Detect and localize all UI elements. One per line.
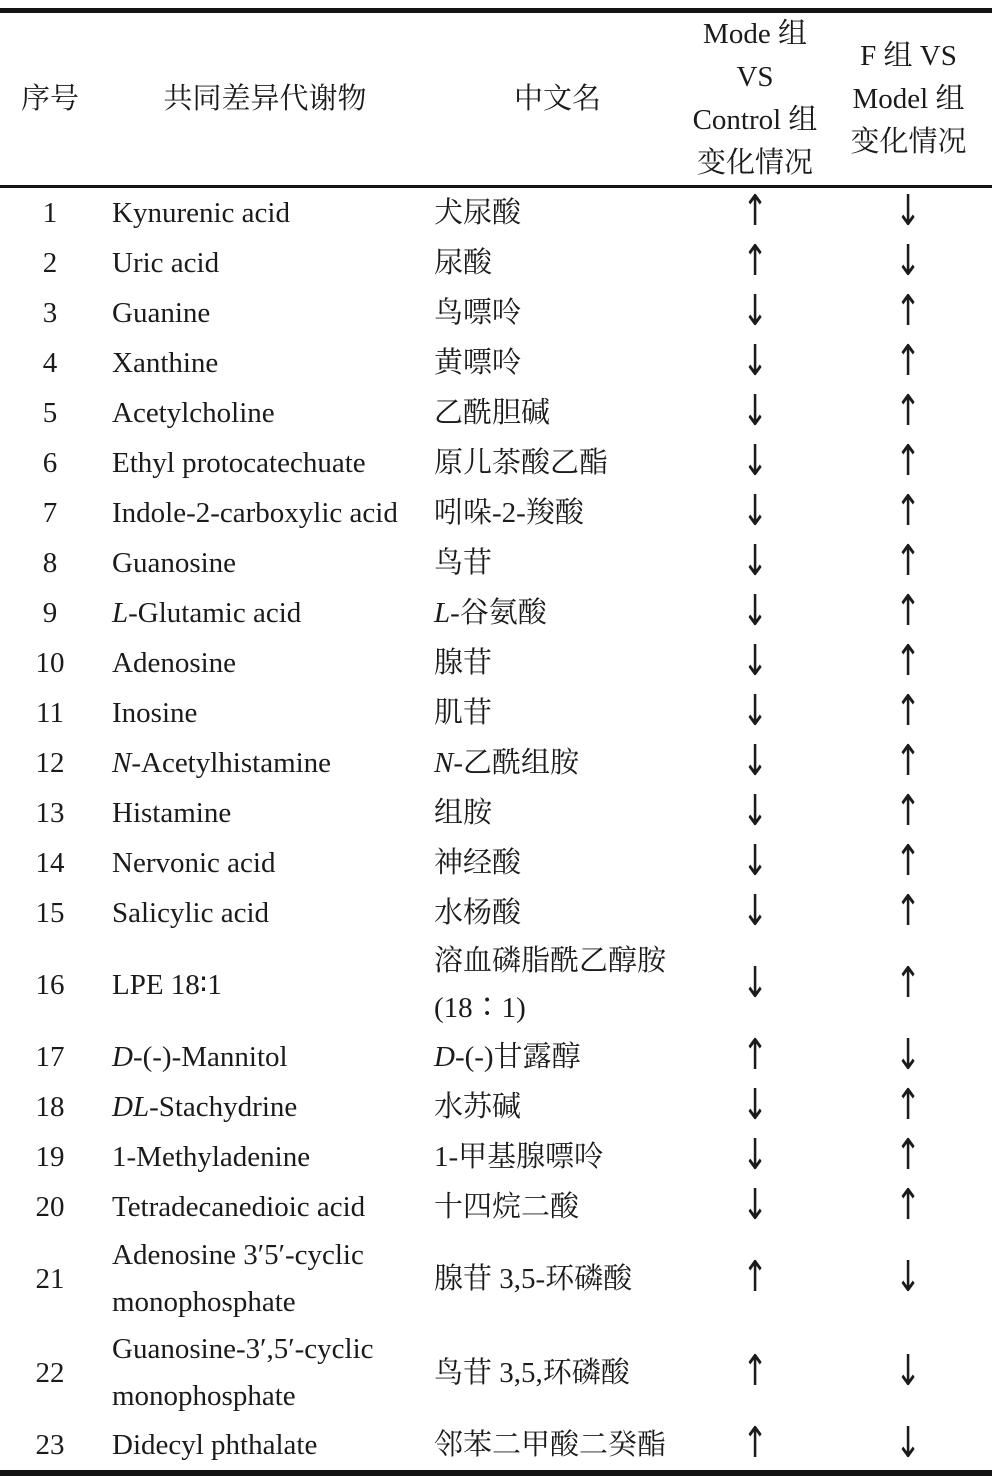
cell-model-vs-control-change xyxy=(685,1420,825,1473)
cell-f-vs-model-change xyxy=(825,288,992,338)
cell-chinese-name: 溶血磷脂酰乙醇胺(18∶1) xyxy=(434,945,667,1024)
header-f-vs-model-line1: F 组 VS xyxy=(860,39,957,72)
up-arrow-icon: ↑ xyxy=(895,687,922,736)
up-arrow-icon: ↑ xyxy=(895,337,922,386)
cell-index: 11 xyxy=(36,696,64,729)
table-row xyxy=(0,488,992,538)
header-f-vs-model-line3: 变化情况 xyxy=(850,125,967,158)
cell-f-vs-model-change xyxy=(825,1326,992,1420)
up-arrow-icon: ↑ xyxy=(895,1081,922,1130)
table-header xyxy=(0,11,992,187)
table-row xyxy=(0,588,992,638)
cell-f-vs-model-change xyxy=(825,738,992,788)
cell-chinese-name: 肌苷 xyxy=(434,696,493,729)
cell-metabolite: LPE 18∶1 xyxy=(112,968,222,1001)
cell-model-vs-control-change xyxy=(685,938,825,1032)
up-arrow-icon: ↑ xyxy=(742,1419,768,1468)
up-arrow-icon: ↑ xyxy=(895,437,922,486)
cell-index: 5 xyxy=(42,396,58,429)
cell-model-vs-control-change xyxy=(685,638,825,688)
cell-chinese-name: 犬尿酸 xyxy=(434,196,522,229)
cell-model-vs-control-change xyxy=(685,488,825,538)
cell-index: 2 xyxy=(42,246,58,279)
cell-index: 23 xyxy=(35,1428,65,1461)
cell-f-vs-model-change xyxy=(825,1420,992,1473)
down-arrow-icon: ↓ xyxy=(742,587,768,636)
cell-chinese-name: 腺苷 xyxy=(434,646,493,679)
cell-index: 8 xyxy=(42,546,58,579)
cell-index: 13 xyxy=(35,796,65,829)
down-arrow-icon: ↓ xyxy=(895,237,922,286)
cell-metabolite: Xanthine xyxy=(112,346,219,379)
cell-f-vs-model-change xyxy=(825,438,992,488)
cell-chinese-name: 腺苷 3,5-环磷酸 xyxy=(434,1262,633,1295)
cell-f-vs-model-change xyxy=(825,1082,992,1132)
down-arrow-icon: ↓ xyxy=(895,1031,922,1080)
cell-f-vs-model-change xyxy=(825,638,992,688)
cell-f-vs-model-change xyxy=(825,588,992,638)
table-row xyxy=(0,1182,992,1232)
down-arrow-icon: ↓ xyxy=(742,687,768,736)
cell-index: 9 xyxy=(42,596,58,629)
cell-chinese-name: 神经酸 xyxy=(434,846,522,879)
up-arrow-icon: ↑ xyxy=(895,487,922,536)
cell-chinese-name: 尿酸 xyxy=(434,246,493,279)
header-row xyxy=(0,11,992,187)
up-arrow-icon: ↑ xyxy=(895,737,922,786)
cell-metabolite: Histamine xyxy=(112,796,232,829)
cell-chinese-name: 1-甲基腺嘌呤 xyxy=(434,1140,604,1173)
cell-metabolite: Indole-2-carboxylic acid xyxy=(112,496,398,529)
cell-metabolite: Ethyl protocatechuate xyxy=(112,446,366,479)
table-row xyxy=(0,888,992,938)
cell-model-vs-control-change xyxy=(685,1232,825,1326)
table-row xyxy=(0,788,992,838)
header-chinese-name: 中文名 xyxy=(430,11,685,187)
cell-f-vs-model-change xyxy=(825,1232,992,1326)
cell-f-vs-model-change xyxy=(825,888,992,938)
up-arrow-icon: ↑ xyxy=(742,1031,768,1080)
cell-metabolite: Guanosine xyxy=(112,546,237,579)
cell-f-vs-model-change xyxy=(825,538,992,588)
cell-chinese-name: 水苏碱 xyxy=(434,1090,522,1123)
cell-f-vs-model-change xyxy=(825,388,992,438)
down-arrow-icon: ↓ xyxy=(895,1347,922,1396)
cell-index: 14 xyxy=(35,846,65,879)
cell-index: 12 xyxy=(35,746,65,779)
table-row xyxy=(0,388,992,438)
cell-model-vs-control-change xyxy=(685,1082,825,1132)
cell-metabolite: L-Glutamic acid xyxy=(112,596,302,629)
metabolite-table xyxy=(0,8,992,1476)
table-row xyxy=(0,1082,992,1132)
header-model-vs-control-line2: Control 组 xyxy=(692,104,818,136)
cell-index: 15 xyxy=(35,896,65,929)
up-arrow-icon: ↑ xyxy=(895,587,922,636)
cell-metabolite: Guanosine-3′,5′-cyclic monophosphate xyxy=(112,1333,374,1412)
up-arrow-icon: ↑ xyxy=(895,787,922,836)
down-arrow-icon: ↓ xyxy=(742,637,768,686)
down-arrow-icon: ↓ xyxy=(742,1181,768,1230)
table-row xyxy=(0,538,992,588)
up-arrow-icon: ↑ xyxy=(895,387,922,436)
header-model-vs-control xyxy=(685,11,825,187)
cell-model-vs-control-change xyxy=(685,588,825,638)
up-arrow-icon: ↑ xyxy=(895,1181,922,1230)
cell-metabolite: N-Acetylhistamine xyxy=(112,746,332,779)
cell-index: 22 xyxy=(35,1356,65,1389)
cell-model-vs-control-change xyxy=(685,238,825,288)
cell-chinese-name: 鸟嘌呤 xyxy=(434,296,522,329)
cell-model-vs-control-change xyxy=(685,538,825,588)
table-row xyxy=(0,1326,992,1420)
cell-metabolite: Acetylcholine xyxy=(112,396,275,429)
cell-index: 20 xyxy=(35,1190,65,1223)
cell-f-vs-model-change xyxy=(825,338,992,388)
cell-chinese-name: 鸟苷 3,5,环磷酸 xyxy=(434,1356,630,1389)
cell-model-vs-control-change xyxy=(685,288,825,338)
header-model-vs-control-line3: 变化情况 xyxy=(696,147,813,179)
cell-f-vs-model-change xyxy=(825,1032,992,1082)
table-row xyxy=(0,938,992,1032)
down-arrow-icon: ↓ xyxy=(742,787,768,836)
cell-model-vs-control-change xyxy=(685,187,825,239)
cell-f-vs-model-change xyxy=(825,1132,992,1182)
up-arrow-icon: ↑ xyxy=(895,837,922,886)
cell-chinese-name: 水杨酸 xyxy=(434,896,522,929)
cell-model-vs-control-change xyxy=(685,888,825,938)
cell-metabolite: DL-Stachydrine xyxy=(112,1090,298,1123)
up-arrow-icon: ↑ xyxy=(742,1347,768,1396)
cell-chinese-name: 乙酰胆碱 xyxy=(434,396,551,429)
cell-metabolite: Tetradecanedioic acid xyxy=(112,1190,366,1223)
cell-model-vs-control-change xyxy=(685,1326,825,1420)
cell-model-vs-control-change xyxy=(685,838,825,888)
cell-model-vs-control-change xyxy=(685,1032,825,1082)
cell-chinese-name: 黄嘌呤 xyxy=(434,346,522,379)
table-row xyxy=(0,738,992,788)
up-arrow-icon: ↑ xyxy=(742,1253,768,1302)
down-arrow-icon: ↓ xyxy=(742,837,768,886)
table-body xyxy=(0,187,992,1474)
down-arrow-icon: ↓ xyxy=(895,1253,922,1302)
cell-metabolite: Uric acid xyxy=(112,246,220,279)
table-row xyxy=(0,688,992,738)
down-arrow-icon: ↓ xyxy=(742,1081,768,1130)
cell-index: 7 xyxy=(42,496,58,529)
cell-f-vs-model-change xyxy=(825,938,992,1032)
header-index: 序号 xyxy=(0,11,100,187)
cell-model-vs-control-change xyxy=(685,438,825,488)
cell-model-vs-control-change xyxy=(685,388,825,438)
table-row xyxy=(0,638,992,688)
up-arrow-icon: ↑ xyxy=(895,537,922,586)
table-row xyxy=(0,1132,992,1182)
cell-f-vs-model-change xyxy=(825,187,992,239)
down-arrow-icon: ↓ xyxy=(742,887,768,936)
cell-metabolite: Didecyl phthalate xyxy=(112,1428,318,1461)
up-arrow-icon: ↑ xyxy=(895,1131,922,1180)
cell-index: 4 xyxy=(42,346,58,379)
cell-index: 17 xyxy=(35,1040,65,1073)
cell-chinese-name: 吲哚-2-羧酸 xyxy=(434,496,584,529)
cell-f-vs-model-change xyxy=(825,688,992,738)
down-arrow-icon: ↓ xyxy=(742,959,768,1008)
cell-model-vs-control-change xyxy=(685,688,825,738)
down-arrow-icon: ↓ xyxy=(742,387,768,436)
table-row xyxy=(0,1420,992,1473)
up-arrow-icon: ↑ xyxy=(895,959,922,1008)
cell-metabolite: D-(-)-Mannitol xyxy=(112,1040,288,1073)
up-arrow-icon: ↑ xyxy=(895,887,922,936)
cell-metabolite: Adenosine 3′5′-cyclic monophosphate xyxy=(112,1239,364,1318)
up-arrow-icon: ↑ xyxy=(895,287,922,336)
cell-index: 19 xyxy=(35,1140,65,1173)
cell-model-vs-control-change xyxy=(685,788,825,838)
table-row xyxy=(0,288,992,338)
cell-model-vs-control-change xyxy=(685,338,825,388)
table-row xyxy=(0,438,992,488)
cell-metabolite: 1-Methyladenine xyxy=(112,1140,311,1173)
up-arrow-icon: ↑ xyxy=(742,237,768,286)
cell-metabolite: Adenosine xyxy=(112,646,237,679)
cell-chinese-name: 组胺 xyxy=(434,796,493,829)
cell-metabolite: Guanine xyxy=(112,296,211,329)
cell-index: 6 xyxy=(42,446,58,479)
cell-index: 16 xyxy=(35,968,65,1001)
down-arrow-icon: ↓ xyxy=(742,737,768,786)
cell-f-vs-model-change xyxy=(825,238,992,288)
cell-metabolite: Inosine xyxy=(112,696,198,729)
cell-index: 3 xyxy=(42,296,58,329)
down-arrow-icon: ↓ xyxy=(742,337,768,386)
up-arrow-icon: ↑ xyxy=(742,187,768,236)
cell-model-vs-control-change xyxy=(685,1132,825,1182)
up-arrow-icon: ↑ xyxy=(895,637,922,686)
down-arrow-icon: ↓ xyxy=(895,1419,922,1468)
down-arrow-icon: ↓ xyxy=(742,1131,768,1180)
cell-f-vs-model-change xyxy=(825,488,992,538)
cell-index: 21 xyxy=(35,1262,65,1295)
down-arrow-icon: ↓ xyxy=(742,537,768,586)
header-f-vs-model xyxy=(825,11,992,187)
cell-metabolite: Nervonic acid xyxy=(112,846,276,879)
table-row xyxy=(0,187,992,239)
cell-chinese-name: D-(-)甘露醇 xyxy=(434,1040,581,1073)
table-row xyxy=(0,238,992,288)
header-f-vs-model-line2: Model 组 xyxy=(852,82,965,115)
cell-f-vs-model-change xyxy=(825,788,992,838)
cell-f-vs-model-change xyxy=(825,1182,992,1232)
cell-chinese-name: 十四烷二酸 xyxy=(434,1190,580,1223)
cell-f-vs-model-change xyxy=(825,838,992,888)
cell-metabolite: Salicylic acid xyxy=(112,896,270,929)
header-metabolite: 共同差异代谢物 xyxy=(100,11,430,187)
cell-chinese-name: 鸟苷 xyxy=(434,546,493,579)
cell-metabolite: Kynurenic acid xyxy=(112,196,290,229)
down-arrow-icon: ↓ xyxy=(742,487,768,536)
header-model-vs-control-line1: Mode 组 VS xyxy=(703,18,807,93)
cell-index: 10 xyxy=(35,646,65,679)
table-row xyxy=(0,1232,992,1326)
cell-index: 1 xyxy=(42,196,58,229)
cell-chinese-name: 邻苯二甲酸二癸酯 xyxy=(434,1428,667,1461)
cell-chinese-name: N-乙酰组胺 xyxy=(434,746,580,779)
cell-model-vs-control-change xyxy=(685,738,825,788)
cell-chinese-name: 原儿茶酸乙酯 xyxy=(434,446,609,479)
cell-model-vs-control-change xyxy=(685,1182,825,1232)
table-row xyxy=(0,1032,992,1082)
down-arrow-icon: ↓ xyxy=(895,187,922,236)
cell-chinese-name: L-谷氨酸 xyxy=(434,596,547,629)
down-arrow-icon: ↓ xyxy=(742,437,768,486)
down-arrow-icon: ↓ xyxy=(742,287,768,336)
table-row xyxy=(0,338,992,388)
table-row xyxy=(0,838,992,888)
cell-index: 18 xyxy=(35,1090,65,1123)
